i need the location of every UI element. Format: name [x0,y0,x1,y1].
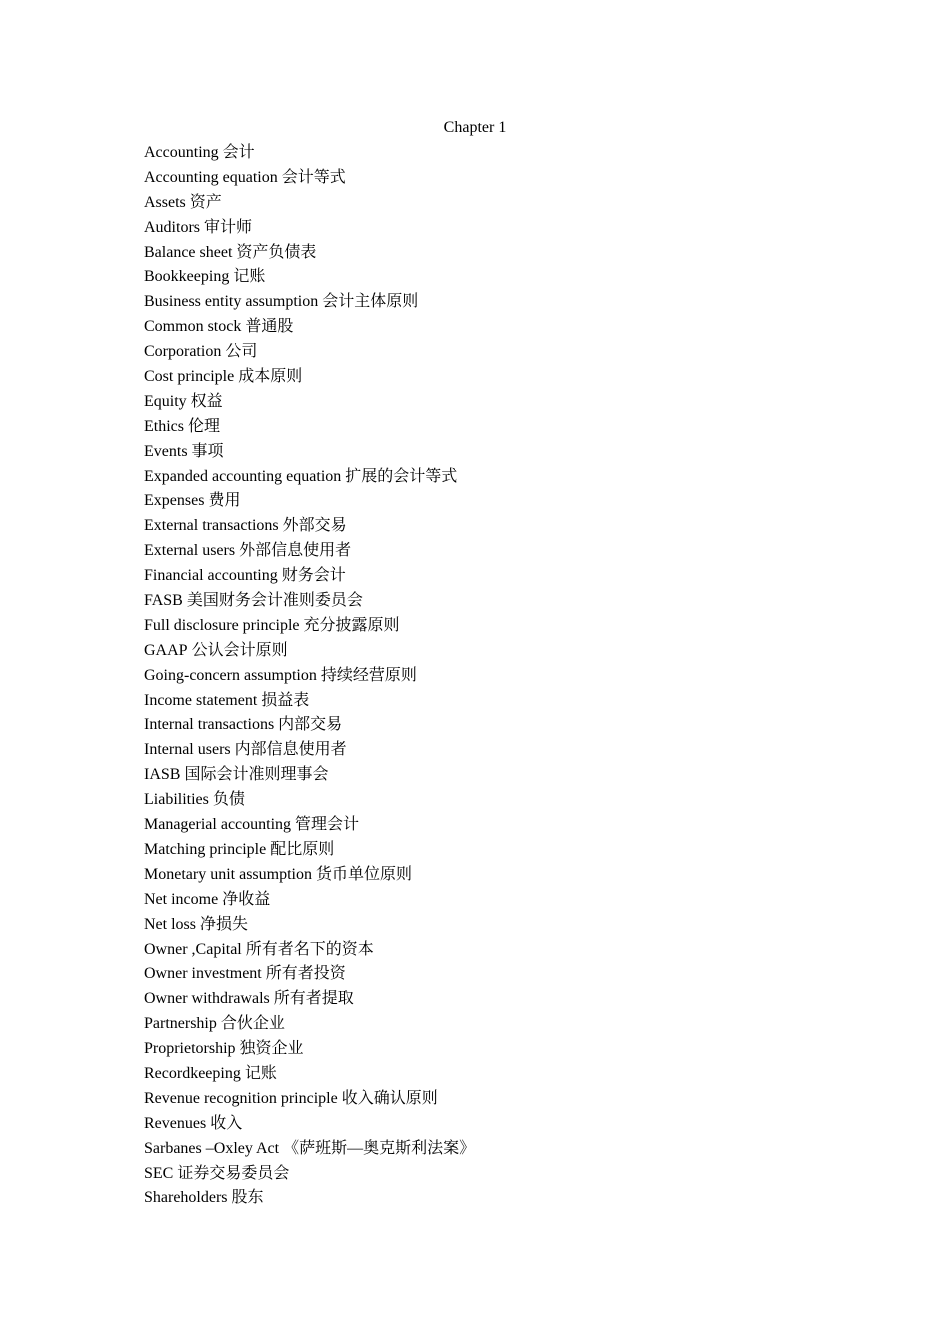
glossary-entry [144,516,475,541]
glossary-entry [144,591,475,616]
glossary-entry [144,491,475,516]
term-chinese: 货币单位原则 [315,865,412,883]
term-english: Partnership [144,1015,217,1033]
term-chinese: 收入 [210,1114,243,1132]
term-english: Balance sheet [144,243,233,261]
term-english: Matching principle [144,840,267,858]
term-chinese: 收入确认原则 [341,1089,438,1107]
term-chinese: 资产负债表 [236,243,317,261]
term-english: Income statement [144,691,258,709]
term-chinese: 记账 [233,268,266,286]
glossary-entry [144,292,475,317]
term-chinese: 净损失 [200,915,249,933]
term-chinese: 成本原则 [238,368,303,386]
glossary-entry [144,890,475,915]
term-english: Equity [144,392,187,410]
term-english: Sarbanes –Oxley Act [144,1139,280,1157]
glossary-entry [144,865,475,890]
term-chinese: 记账 [244,1064,277,1082]
term-english: Accounting [144,144,219,161]
glossary-entry [144,317,475,342]
term-chinese: 证券交易委员会 [177,1164,290,1182]
glossary-entry [144,1089,475,1114]
term-chinese: 资产 [189,193,222,211]
glossary-entry [144,1188,475,1213]
glossary-entry [144,740,475,765]
term-english: Shareholders [144,1189,228,1207]
term-chinese: 审计师 [204,218,253,236]
term-english: Accounting equation [144,168,278,186]
term-english: Owner ,Capital [144,940,242,958]
term-chinese: 事项 [191,442,224,460]
term-chinese: 所有者提取 [273,990,354,1008]
glossary-entry [144,267,475,292]
glossary-entry [144,765,475,790]
term-chinese: 配比原则 [270,840,335,858]
glossary-entry [144,616,475,641]
term-english: Full disclosure principle [144,616,300,634]
glossary-list [144,143,475,1213]
term-english: Net income [144,890,219,908]
term-english: Expanded accounting equation [144,467,342,485]
term-english: Monetary unit assumption [144,865,312,883]
glossary-entry [144,1014,475,1039]
term-english: Events [144,442,188,460]
term-chinese: 公司 [225,343,258,361]
glossary-entry [144,1039,475,1064]
term-chinese: 普通股 [245,318,294,336]
term-chinese: 扩展的会计等式 [345,467,458,485]
term-chinese: 会计等式 [281,168,346,186]
term-chinese: 内部交易 [278,716,343,734]
term-english: Cost principle [144,368,235,386]
glossary-entry [144,641,475,666]
term-english: Ethics [144,417,184,435]
term-chinese: 损益表 [261,691,310,709]
term-english: Revenue recognition principle [144,1089,338,1107]
term-english: Common stock [144,318,242,336]
term-chinese: 所有者名下的资本 [245,940,374,958]
glossary-entry [144,840,475,865]
glossary-entry [144,964,475,989]
term-chinese: 《萨班斯—奥克斯利法案》 [283,1139,476,1157]
term-english: Financial accounting [144,567,278,585]
term-english: Internal transactions [144,716,275,734]
term-chinese: 管理会计 [295,816,360,834]
glossary-entry [144,666,475,691]
term-chinese: 持续经营原则 [320,666,417,684]
term-english: Going-concern assumption [144,666,317,684]
term-english: Assets [144,193,186,211]
term-english: Business entity assumption [144,293,319,311]
glossary-entry [144,1064,475,1089]
term-english: Net loss [144,915,196,933]
glossary-entry [144,243,475,268]
term-chinese: 外部信息使用者 [239,542,352,560]
term-chinese: 外部交易 [282,517,347,535]
glossary-entry [144,566,475,591]
term-english: Recordkeeping [144,1064,241,1082]
term-chinese: 负债 [212,791,245,809]
term-english: Expenses [144,492,205,510]
term-english: FASB [144,592,183,610]
term-english: Revenues [144,1114,207,1132]
glossary-entry [144,193,475,218]
term-english: SEC [144,1164,174,1182]
term-english: Owner investment [144,965,262,983]
term-english: Corporation [144,343,222,361]
term-chinese: 独资企业 [239,1040,304,1058]
term-english: Proprietorship [144,1040,236,1058]
glossary-entry [144,541,475,566]
glossary-entry [144,218,475,243]
glossary-entry [144,815,475,840]
glossary-entry [144,1164,475,1189]
glossary-entry [144,168,475,193]
term-chinese: 美国财务会计准则委员会 [186,592,363,610]
term-english: Owner withdrawals [144,990,270,1008]
term-english: External transactions [144,517,279,535]
term-chinese: 权益 [190,392,223,410]
term-english: External users [144,542,236,560]
term-chinese: 国际会计准则理事会 [184,766,329,784]
term-english: Managerial accounting [144,816,292,834]
glossary-entry [144,715,475,740]
term-english: Liabilities [144,791,209,809]
glossary-entry [144,915,475,940]
chapter-title: Chapter 1 [443,119,507,136]
term-chinese: 净收益 [222,890,271,908]
glossary-entry [144,1114,475,1139]
term-chinese: 财务会计 [281,567,346,585]
glossary-entry [144,417,475,442]
term-chinese: 会计主体原则 [322,293,419,311]
glossary-entry [144,342,475,367]
term-english: IASB [144,766,181,784]
term-chinese: 股东 [231,1189,264,1207]
term-chinese: 公认会计原则 [191,641,288,659]
term-english: Auditors [144,218,200,236]
glossary-entry [144,442,475,467]
glossary-entry [144,989,475,1014]
glossary-entry [144,367,475,392]
term-english: Bookkeeping [144,268,230,286]
glossary-entry [144,940,475,965]
term-chinese: 伦理 [188,417,221,435]
glossary-entry [144,467,475,492]
glossary-entry [144,143,475,168]
term-chinese: 内部信息使用者 [234,741,347,759]
term-chinese: 费用 [208,492,241,510]
glossary-entry [144,392,475,417]
glossary-entry [144,691,475,716]
glossary-entry [144,1139,475,1164]
term-chinese: 充分披露原则 [303,616,400,634]
term-chinese: 合伙企业 [220,1015,285,1033]
term-chinese: 所有者投资 [265,965,346,983]
term-english: GAAP [144,641,188,659]
term-chinese: 会计 [222,144,255,161]
glossary-entry [144,790,475,815]
term-english: Internal users [144,741,231,759]
